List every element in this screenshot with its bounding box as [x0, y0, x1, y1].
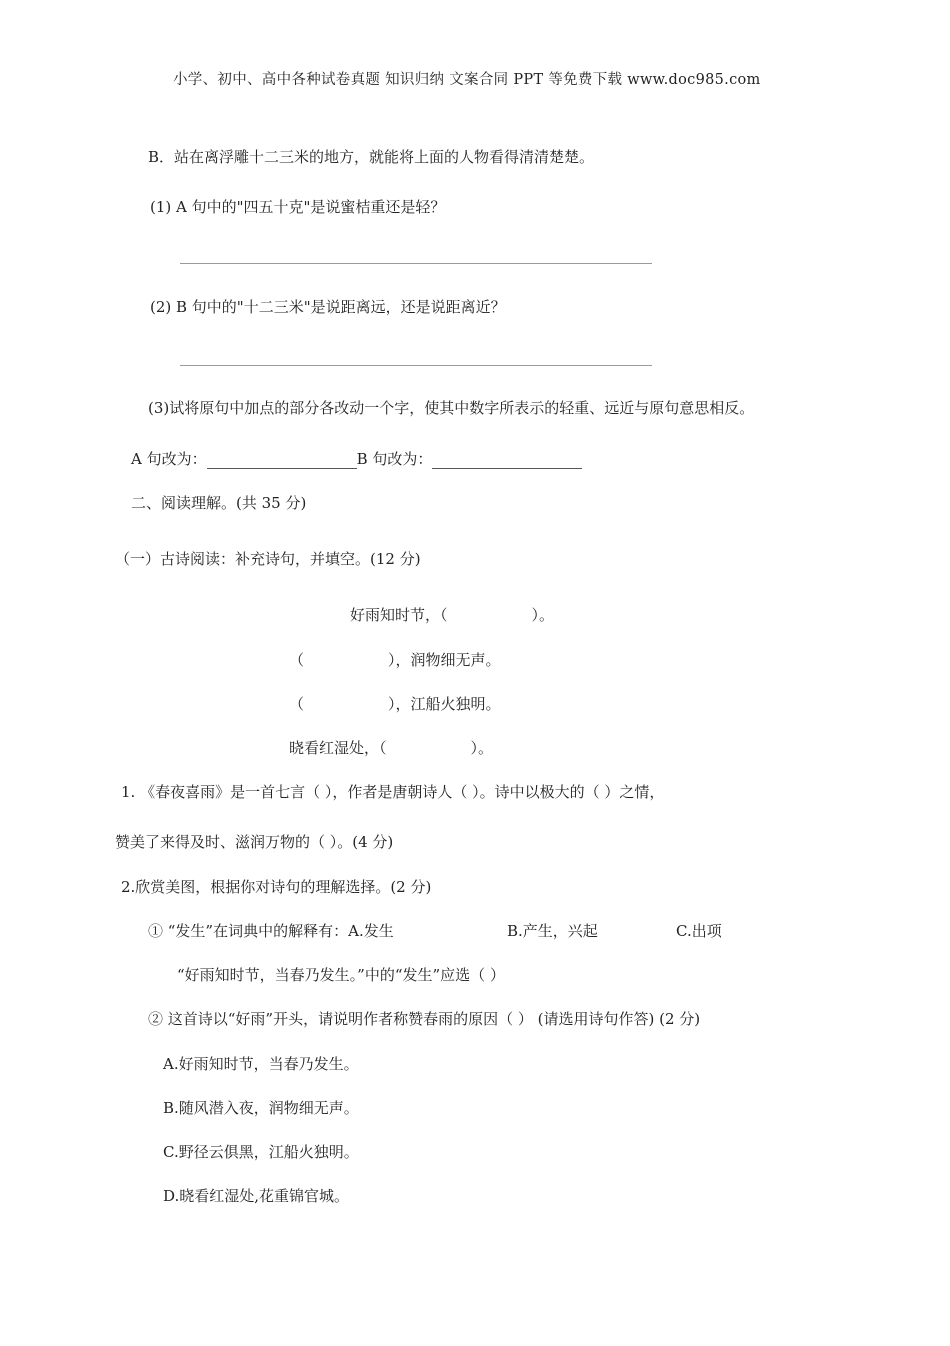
answer-line-2[interactable] [180, 365, 652, 366]
option-b: B.随风潜入夜，润物细无声。 [163, 1099, 359, 1117]
change-answers-row [131, 449, 582, 469]
item-1-line-1: 1. 《春夜喜雨》是一首七言（ ），作者是唐朝诗人（ ）。诗中以极大的（ ）之情， [121, 783, 665, 801]
poem-line-3-open: （ [289, 695, 305, 713]
poem-line-1-text: 好雨知时节，（ [350, 606, 448, 624]
poem-line-2 [289, 650, 501, 670]
option-c: C.野径云俱黑，江船火独明。 [163, 1143, 359, 1161]
sentence-b: B．站在离浮雕十二三米的地方，就能将上面的人物看得清清楚楚。 [148, 148, 595, 166]
item-2: 2.欣赏美图，根据你对诗句的理解选择。(2 分) [121, 878, 432, 896]
a-change-label: A 句改为： [131, 450, 207, 468]
poem-line-3 [289, 694, 501, 714]
sub-question-1 [148, 921, 394, 941]
option-a: A.好雨知时节，当春乃发生。 [163, 1055, 359, 1073]
a-change-blank[interactable] [207, 452, 357, 469]
b-change-label: B 句改为： [356, 450, 433, 468]
poem-line-4 [289, 738, 493, 758]
sub-question-1-label: ① “发生”在词典中的解释有：A.发生 [148, 922, 394, 940]
sub-question-1-option-c: C.出项 [676, 922, 722, 940]
poem-line-3-text: ），江船火独明。 [388, 695, 501, 713]
part-1-title: （一）古诗阅读：补充诗句，并填空。(12 分) [115, 550, 421, 568]
sub-question-1-prompt: “好雨知时节，当春乃发生。”中的“发生”应选（ ） [177, 966, 505, 984]
b-change-blank[interactable] [432, 452, 582, 469]
poem-line-1 [350, 605, 554, 625]
question-3: (3)试将原句中加点的部分各改动一个字，使其中数字所表示的轻重、远近与原句意思相反。 [148, 399, 755, 417]
sub-question-2: ② 这首诗以“好雨”开头，请说明作者称赞春雨的原因（ ） (请选用诗句作答) (2 分) [148, 1010, 701, 1028]
poem-line-2-open: （ [289, 651, 305, 669]
question-2: (2) B 句中的"十二三米"是说距离远，还是说距离近？ [150, 298, 506, 316]
item-1-line-2: 赞美了来得及时、滋润万物的（ ）。(4 分) [115, 833, 394, 851]
poem-line-2-text: ），润物细无声。 [388, 651, 501, 669]
answer-line-1[interactable] [180, 263, 652, 264]
poem-line-4-end: ）。 [470, 739, 494, 757]
option-d: D.晓看红湿处,花重锦官城。 [163, 1187, 350, 1205]
poem-line-1-end: ）。 [531, 606, 555, 624]
page-header: 小学、初中、高中各种试卷真题 知识归纳 文案合同 PPT 等免费下载 www.doc985.com [173, 72, 761, 88]
question-1: (1) A 句中的"四五十克"是说蜜桔重还是轻？ [150, 198, 446, 216]
sub-question-1-option-b: B.产生，兴起 [507, 922, 598, 940]
section-2-title: 二、阅读理解。(共 35 分) [131, 494, 307, 512]
poem-line-4-text: 晓看红湿处，（ [289, 739, 387, 757]
